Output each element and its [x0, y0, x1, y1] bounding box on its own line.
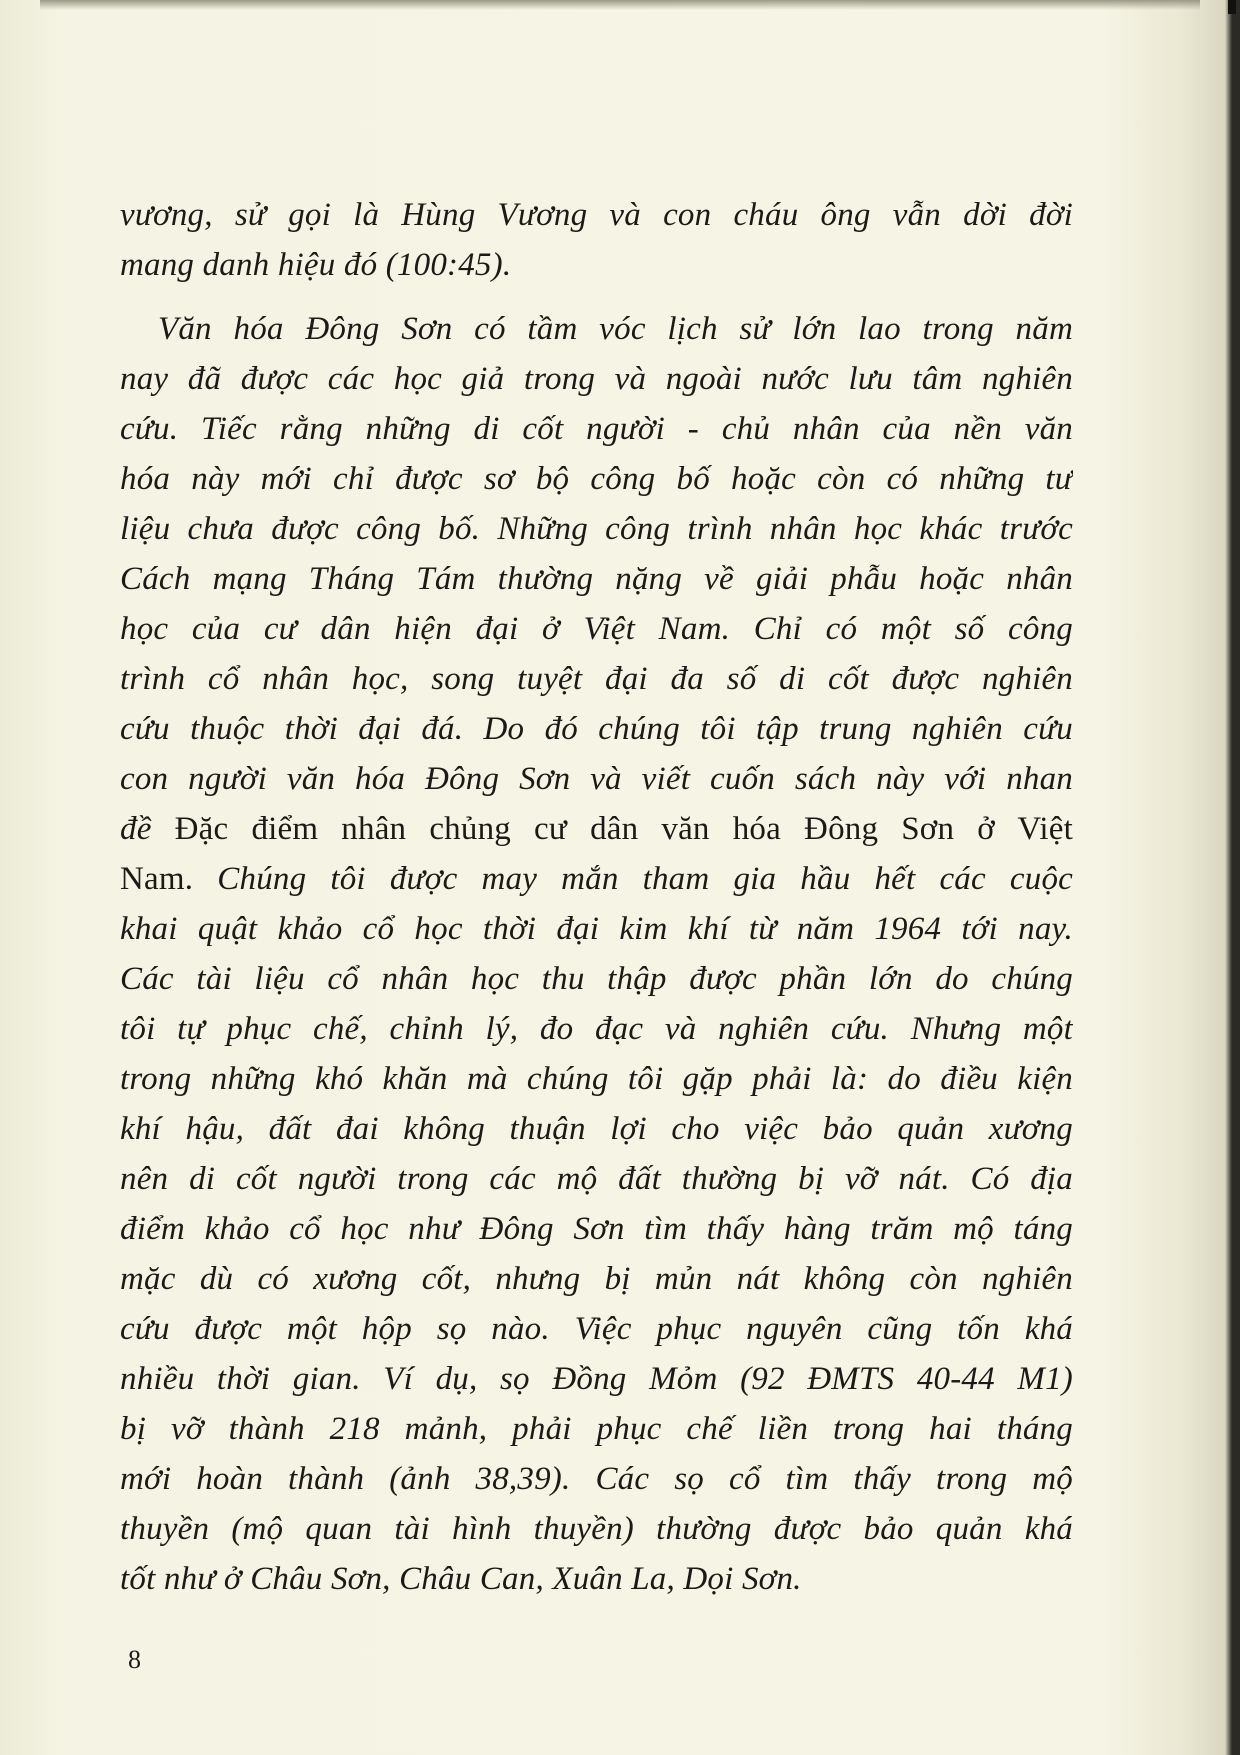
text-line: tôi tự phục chế, chỉnh lý, đo đạc và nghiên cứu. Nhưng một [120, 1011, 1073, 1047]
text-line: nay đã được các học giả trong và ngoài nước lưu tâm nghiên [120, 361, 1073, 397]
text-line: Cách mạng Tháng Tám thường nặng về giải phẫu hoặc nhân [120, 561, 1073, 597]
text-line: bị vỡ thành 218 mảnh, phải phục chế liền trong hai tháng [120, 1411, 1073, 1447]
text-line-with-title [120, 804, 1073, 854]
text-fragment: đề [120, 811, 152, 847]
text-line: con người văn hóa Đông Sơn và viết cuốn sách này với nhan [120, 761, 1073, 797]
text-line: mang danh hiệu đó (100:45). [120, 247, 512, 283]
text-line: nên di cốt người trong các mộ đất thường bị vỡ nát. Có địa [120, 1161, 1073, 1197]
text-line: Văn hóa Đông Sơn có tầm vóc lịch sử lớn lao trong năm [158, 311, 1073, 347]
text-line-with-title [120, 854, 1073, 904]
text-line: trình cổ nhân học, song tuyệt đại đa số di cốt được nghiên [120, 661, 1073, 697]
body-text [120, 190, 1073, 1604]
book-title: Nam. [120, 861, 194, 897]
page-corner-mark [1228, 0, 1236, 14]
text-line: trong những khó khăn mà chúng tôi gặp phải là: do điều kiện [120, 1061, 1073, 1097]
page-number: 8 [128, 1645, 141, 1674]
text-line: khí hậu, đất đai không thuận lợi cho việc bảo quản xương [120, 1111, 1073, 1147]
text-line: liệu chưa được công bố. Những công trình nhân học khác trước [120, 511, 1073, 547]
text-line: Các tài liệu cổ nhân học thu thập được phần lớn do chúng [120, 961, 1073, 997]
page-top-edge-shadow [40, 0, 1200, 10]
book-title: Đặc điểm nhân chủng cư dân văn hóa Đông Sơn ở Việt [174, 811, 1073, 847]
text-line: khai quật khảo cổ học thời đại kim khí từ năm 1964 tới nay. [120, 911, 1073, 947]
text-line: cứu thuộc thời đại đá. Do đó chúng tôi tập trung nghiên cứu [120, 711, 1073, 747]
text-line: nhiều thời gian. Ví dụ, sọ Đồng Mỏm (92 ĐMTS 40-44 M1) [120, 1361, 1073, 1397]
text-line: thuyền (mộ quan tài hình thuyền) thường được bảo quản khá [120, 1511, 1073, 1547]
text-line: cứu được một hộp sọ nào. Việc phục nguyên cũng tốn khá [120, 1311, 1073, 1347]
text-line: vương, sử gọi là Hùng Vương và con cháu ông vẫn dời đời [120, 197, 1073, 233]
text-line: điểm khảo cổ học như Đông Sơn tìm thấy hàng trăm mộ táng [120, 1211, 1073, 1247]
text-line: tốt như ở Châu Sơn, Châu Can, Xuân La, Dọi Sơn. [120, 1561, 802, 1597]
text-line: hóa này mới chỉ được sơ bộ công bố hoặc còn có những tư [120, 461, 1073, 497]
text-line: cứu. Tiếc rằng những di cốt người - chủ nhân của nền văn [120, 411, 1073, 447]
text-line: mới hoàn thành (ảnh 38,39). Các sọ cổ tìm thấy trong mộ [120, 1461, 1073, 1497]
text-fragment: Chúng tôi được may mắn tham gia hầu hết các cuộc [217, 861, 1073, 897]
text-line: học của cư dân hiện đại ở Việt Nam. Chỉ có một số công [120, 611, 1073, 647]
text-line: mặc dù có xương cốt, nhưng bị mủn nát không còn nghiên [120, 1261, 1073, 1297]
